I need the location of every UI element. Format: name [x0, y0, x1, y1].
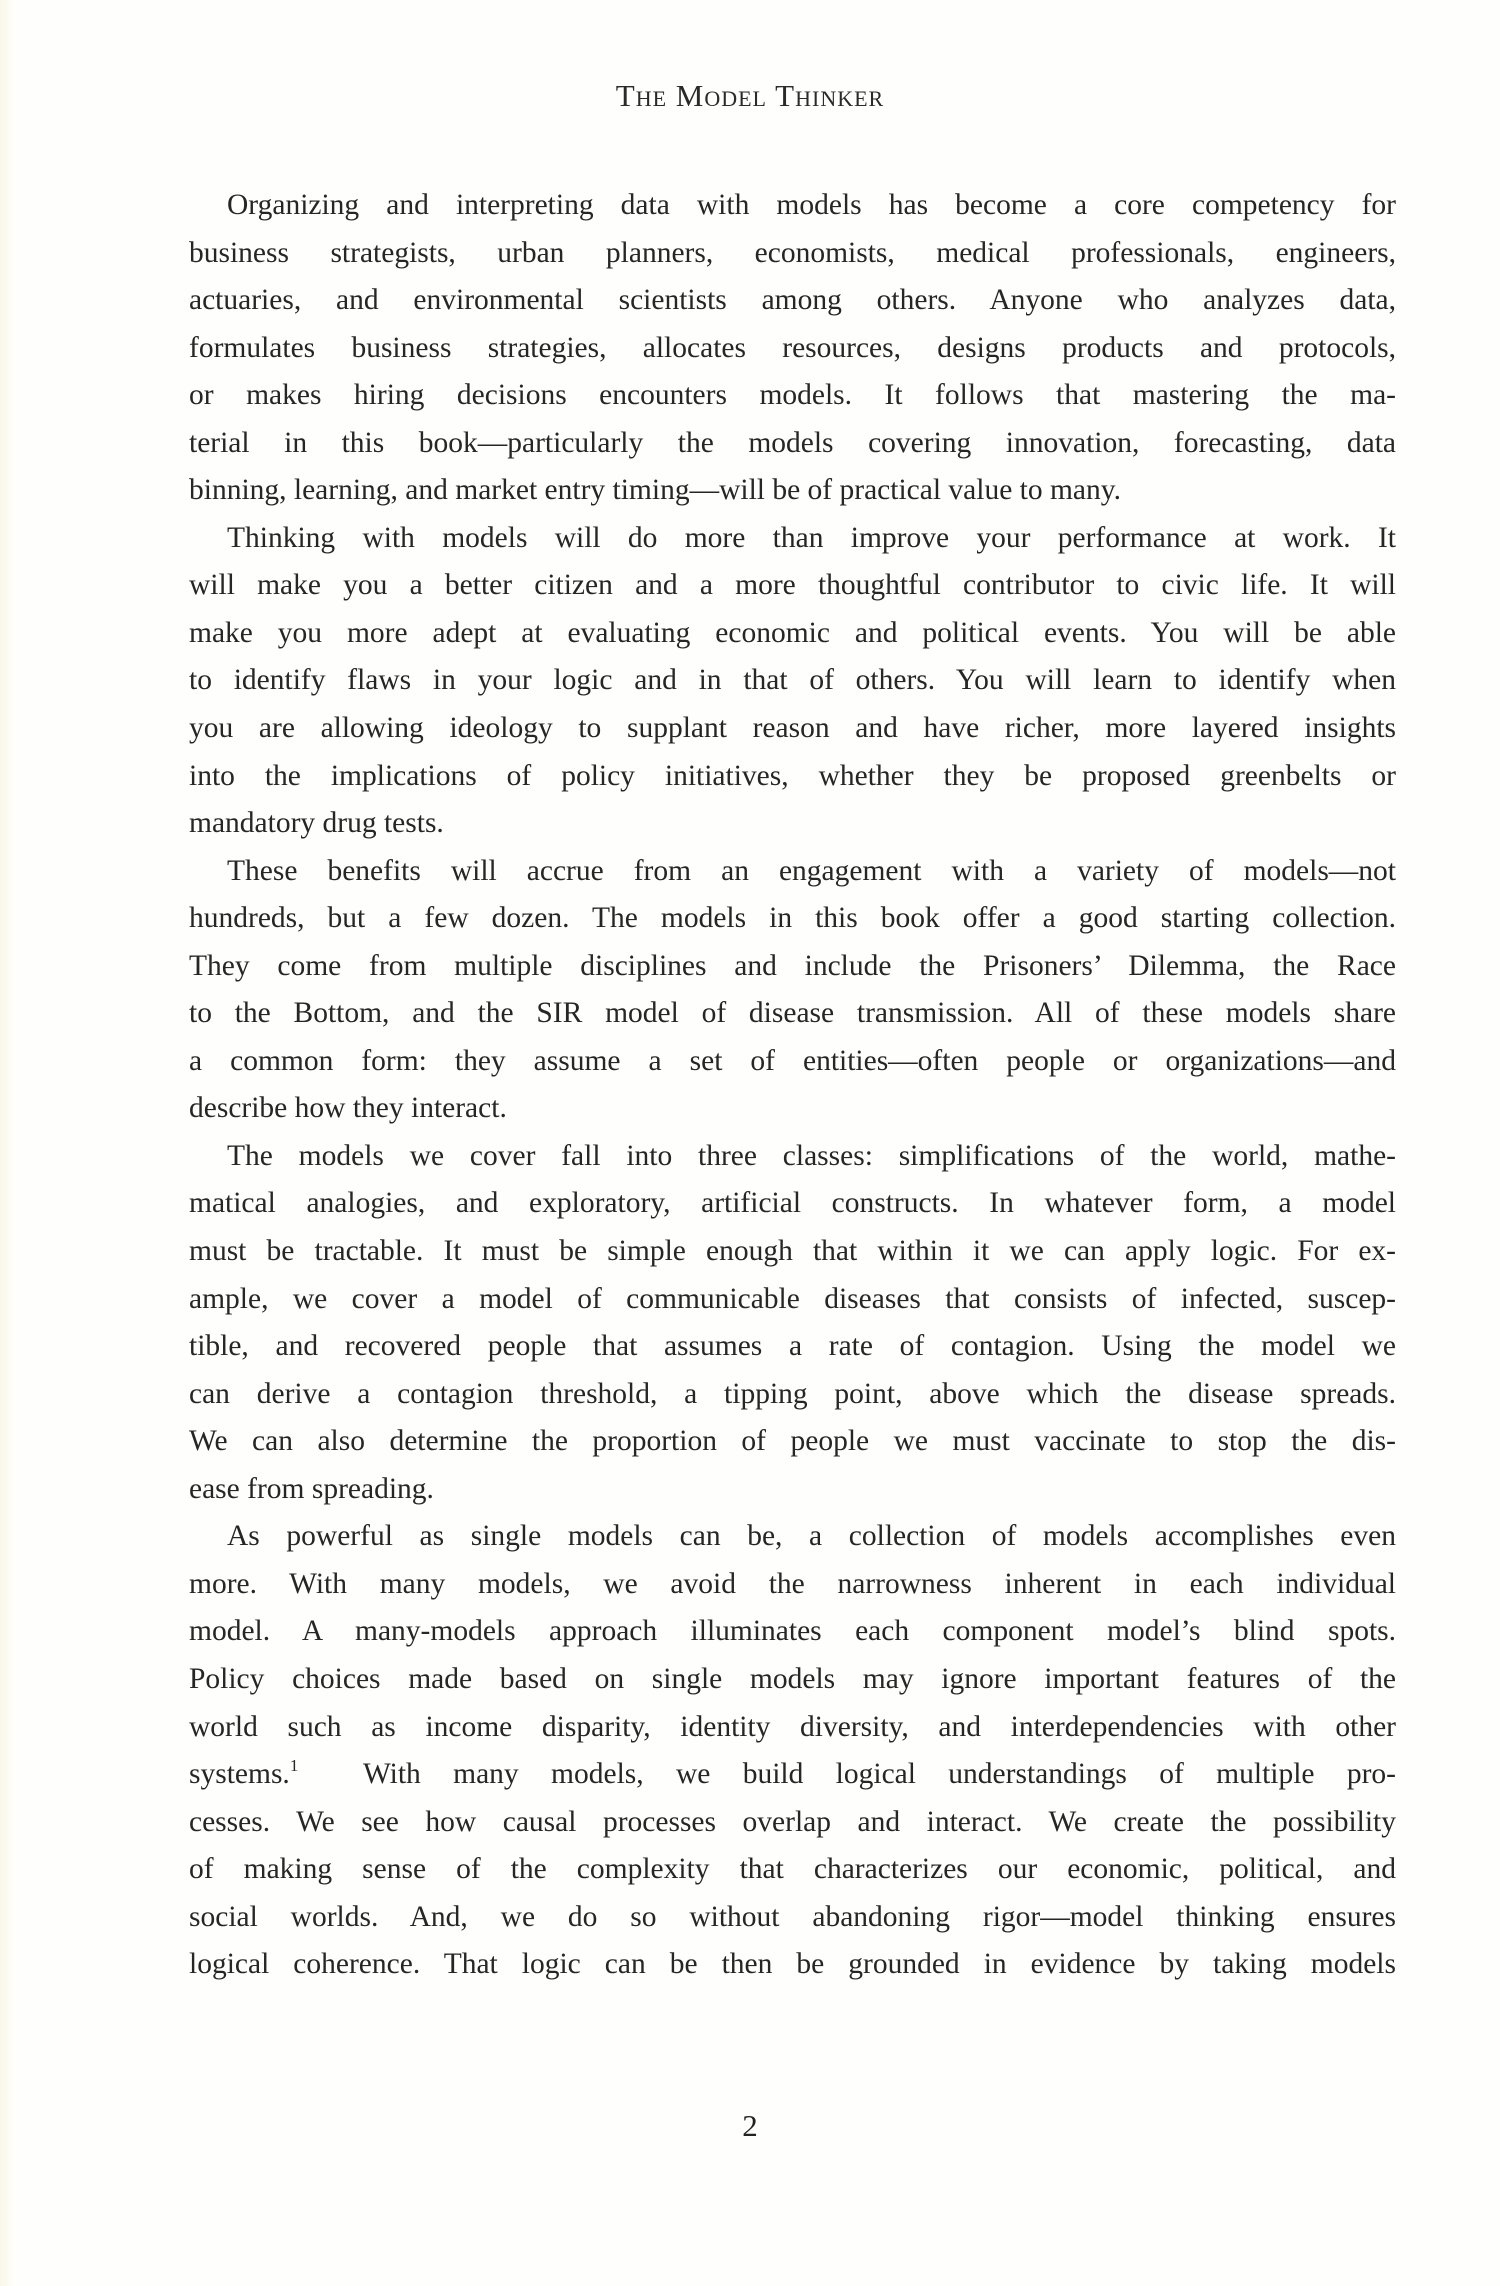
- text-line: Policy choices made based on single models may ignore important features of the: [189, 1662, 1396, 1695]
- text-line: matical analogies, and exploratory, artificial constructs. In whatever form, a model: [189, 1187, 1396, 1220]
- text-line: cesses. We see how causal processes overlap and interact. We create the possibility: [189, 1805, 1396, 1838]
- text-line: They come from multiple disciplines and include the Prisoners’ Dilemma, the Race: [189, 949, 1396, 982]
- text-line: social worlds. And, we do so without abandoning rigor—model thinking ensures: [189, 1900, 1396, 1933]
- text-line: Thinking with models will do more than improve your performance at work. It: [227, 521, 1396, 554]
- text-line: tible, and recovered people that assumes a rate of contagion. Using the model we: [189, 1330, 1396, 1363]
- text-line: describe how they interact.: [189, 1092, 507, 1125]
- text-line: of making sense of the complexity that characterizes our economic, political, and: [189, 1853, 1396, 1886]
- text-fragment: With many models, we build logical understandings of multiple pro-: [363, 1758, 1396, 1791]
- text-line: make you more adept at evaluating economic and political events. You will be able: [189, 616, 1396, 649]
- text-line: must be tractable. It must be simple enough that within it we can apply logic. For ex-: [189, 1235, 1396, 1268]
- text-line: binning, learning, and market entry timing—will be of practical value to many.: [189, 474, 1121, 507]
- body-text: [189, 182, 1396, 1989]
- page-edge-shadow: [0, 0, 14, 2286]
- text-fragment: systems.: [189, 1758, 290, 1791]
- text-line: terial in this book—particularly the models covering innovation, forecasting, data: [189, 426, 1396, 459]
- text-line: to identify flaws in your logic and in that of others. You will learn to identify when: [189, 664, 1396, 697]
- paragraph-3: [189, 848, 1396, 1133]
- text-line: mandatory drug tests.: [189, 807, 444, 840]
- text-line: into the implications of policy initiatives, whether they be proposed greenbelts or: [189, 759, 1396, 792]
- text-line: will make you a better citizen and a more thoughtful contributor to civic life. It will: [189, 569, 1396, 602]
- text-line: The models we cover fall into three classes: simplifications of the world, mathe-: [227, 1139, 1396, 1172]
- footnote-marker[interactable]: 1: [289, 1756, 299, 1776]
- paragraph-5: [189, 1513, 1396, 1988]
- text-line: more. With many models, we avoid the narrowness inherent in each individual: [189, 1567, 1396, 1600]
- paragraph-2: [189, 515, 1396, 848]
- page-number: 2: [742, 2108, 758, 2143]
- text-line: or makes hiring decisions encounters models. It follows that mastering the ma-: [189, 379, 1396, 412]
- text-line: a common form: they assume a set of entities—often people or organizations—and: [189, 1044, 1396, 1077]
- text-line: Organizing and interpreting data with models has become a core competency for: [227, 189, 1396, 221]
- text-line: hundreds, but a few dozen. The models in this book offer a good starting collection.: [189, 902, 1396, 935]
- text-line: formulates business strategies, allocates resources, designs products and protocols,: [189, 331, 1396, 364]
- text-line: These benefits will accrue from an engagement with a variety of models—not: [227, 854, 1396, 887]
- text-line: model. A many-models approach illuminates each component model’s blind spots.: [189, 1615, 1396, 1648]
- text-line-with-footnote: [189, 1751, 1396, 1799]
- text-line: actuaries, and environmental scientists among others. Anyone who analyzes data,: [189, 284, 1396, 317]
- running-head: The Model Thinker: [615, 78, 885, 113]
- text-line: We can also determine the proportion of people we must vaccinate to stop the dis-: [189, 1425, 1396, 1458]
- text-line: logical coherence. That logic can be then be grounded in evidence by taking models: [189, 1948, 1396, 1981]
- text-line: you are allowing ideology to supplant reason and have richer, more layered insights: [189, 712, 1396, 745]
- text-line: to the Bottom, and the SIR model of disease transmission. All of these models share: [189, 997, 1396, 1030]
- text-line: As powerful as single models can be, a collection of models accomplishes even: [227, 1520, 1396, 1553]
- text-line: ease from spreading.: [189, 1472, 434, 1505]
- text-line: can derive a contagion threshold, a tipping point, above which the disease spreads.: [189, 1377, 1396, 1410]
- text-line: ample, we cover a model of communicable diseases that consists of infected, suscep-: [189, 1282, 1396, 1315]
- paragraph-1: [189, 182, 1396, 515]
- text-line: world such as income disparity, identity diversity, and interdependencies with other: [189, 1710, 1396, 1743]
- text-line: business strategists, urban planners, economists, medical professionals, engineers,: [189, 236, 1396, 269]
- paragraph-4: [189, 1133, 1396, 1513]
